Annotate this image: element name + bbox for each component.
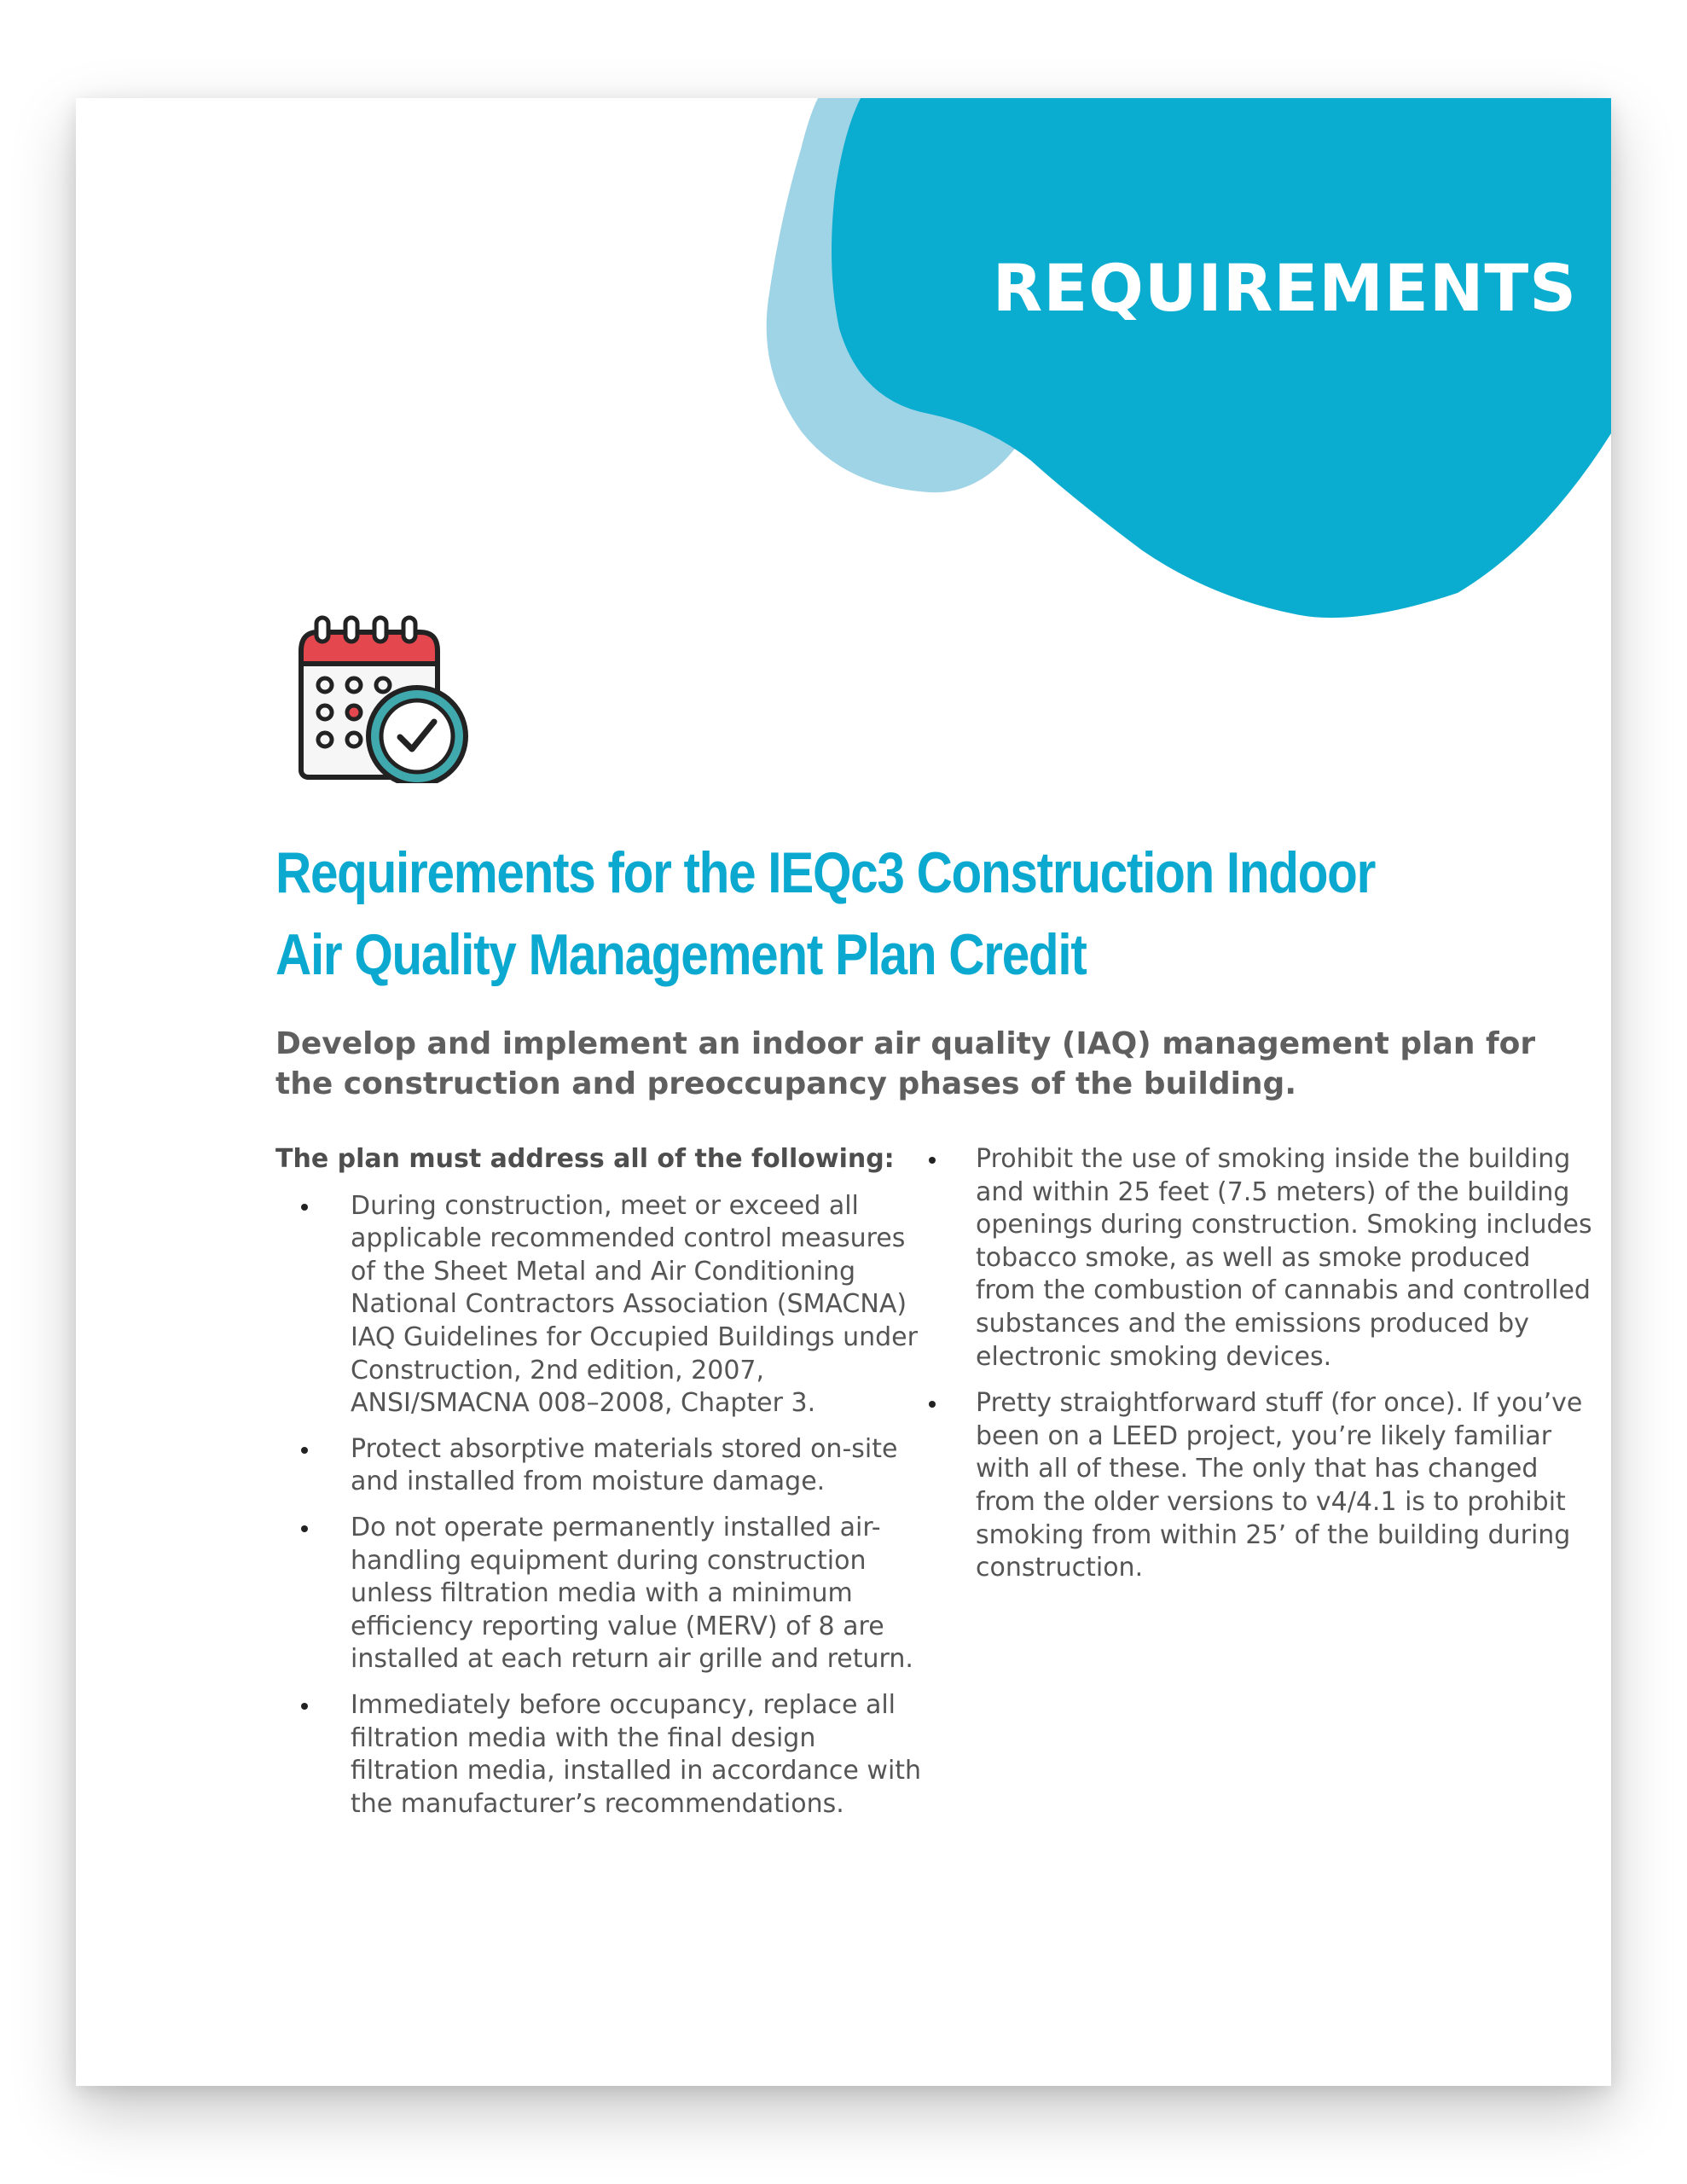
left-column [275, 1143, 924, 1833]
bullet-icon [301, 1703, 308, 1710]
list-item [275, 1689, 924, 1821]
list-item-text: Immediately before occupancy, replace all filtration media with the final design filtration media, installed in accordance with the manufacturer’s recommendations. [351, 1689, 922, 1819]
list-item [275, 1190, 924, 1420]
bullet-icon [301, 1204, 308, 1211]
list-item-text: Prohibit the use of smoking inside the building and within 25 feet (7.5 meters) of the building openings during construction. Smoking includes tobacco smoke, as well as smoke produced from the combustion of cannabis and controlled substances and the emissions produced by electronic smoking devices. [976, 1144, 1592, 1372]
list-item-text: Pretty straightforward stuff (for once). If you’ve been on a LEED project, you’re likely familiar with all of these. The only that has changed from the older versions to v4/4.1 is to prohibit smoking from within 25’ of the building during construction. [976, 1388, 1583, 1583]
bullet-icon [301, 1525, 308, 1532]
list-intro: The plan must address all of the following: [275, 1144, 895, 1174]
bullet-icon [301, 1447, 308, 1454]
document-title: Requirements for the IEQc3 Construction Indoor Air Quality Management Plan Credit [275, 840, 1376, 987]
right-bullet-list [929, 1143, 1594, 1585]
banner-title: REQUIREMENTS [992, 250, 1577, 326]
left-bullet-list [275, 1190, 924, 1821]
list-item [929, 1387, 1594, 1585]
list-item [275, 1512, 924, 1676]
lead-paragraph: Develop and implement an indoor air quality (IAQ) management plan for the construction and preoccupancy phases of the building. [275, 1026, 1536, 1101]
right-column [929, 1143, 1594, 1599]
bullet-icon [929, 1401, 936, 1408]
list-item-text: During construction, meet or exceed all applicable recommended control measures of the Sheet Metal and Air Conditioning National Contractors Association (SMACNA) IAQ Guidelines for Occupied Buildings under Construction, 2nd edition, 2007, ANSI/SMACNA 008–2008, Chapter 3. [351, 1190, 918, 1419]
blob-main [832, 98, 1611, 618]
list-item-text: Protect absorptive materials stored on-site and installed from moisture damage. [351, 1433, 898, 1497]
document-page [76, 98, 1611, 2086]
list-item [929, 1143, 1594, 1374]
bullet-icon [929, 1157, 936, 1164]
calendar-clock-icon [293, 613, 480, 783]
list-item-text: Do not operate permanently installed air-handling equipment during construction unless filtration media with a minimum efficiency reporting value (MERV) of 8 are installed at each return air grille and return. [351, 1512, 913, 1675]
list-item [275, 1433, 924, 1499]
